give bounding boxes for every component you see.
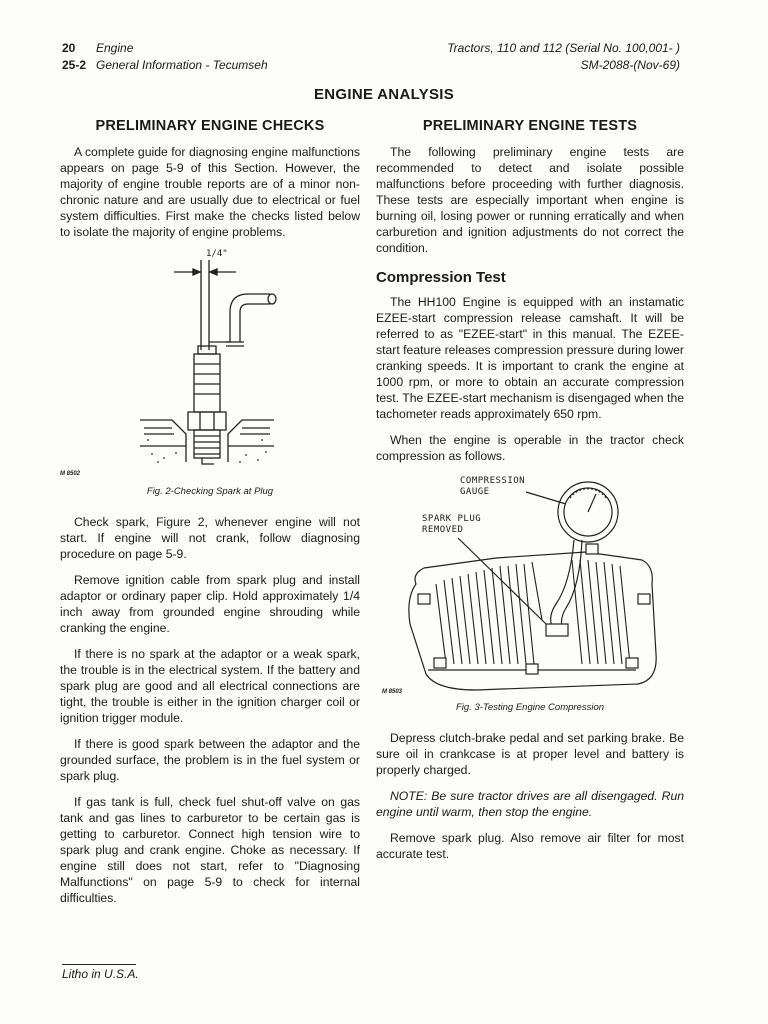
section-name: Engine (96, 41, 134, 55)
subsection-name: General Information - Tecumseh (96, 58, 268, 72)
spark-plug-figure (60, 249, 360, 477)
right-intro: The following preliminary engine tests are recommended to detect and isolate possible malfunctions before proceeding with further diagnosis. These tests are especially important when engine is burning oil, losing power or running erratically and when carburetion and ignition adjustments do not correct the condition. (376, 145, 684, 255)
left-paragraph-4: If there is good spark between the adaptor and the grounded surface, the problem is in the fuel system or spark plug. (60, 737, 360, 783)
figure-code: M 8503 (382, 689, 403, 695)
compression-test-heading: Compression Test (376, 269, 506, 286)
gauge-label: COMPRESSION GAUGE (460, 476, 526, 497)
left-paragraph-2: Remove ignition cable from spark plug and install adaptor or ordinary paper clip. Hold approximately 1/4 inch away from grounded engine shrouding while cranking the engine. (60, 573, 360, 635)
footer-rule (62, 964, 136, 965)
right-column (376, 118, 684, 872)
left-intro: A complete guide for diagnosing engine malfunctions appears on page 5-9 of this Section. However, the majority of engine trouble reports are of a minor non-chronic nature and are usually due to electrical or fuel system difficulties. First make the checks listed below to isolate the majority of engine problems. (60, 145, 360, 239)
left-heading: PRELIMINARY ENGINE CHECKS (95, 118, 325, 134)
left-paragraph-1: Check spark, Figure 2, whenever engine will not start. If engine will not crank, follow diagnosing procedure on page 5-9. (60, 515, 360, 561)
page-number: 20 (62, 41, 76, 55)
right-paragraph-4: Remove spark plug. Also remove air filter for most accurate test. (376, 831, 684, 861)
right-paragraph-1: The HH100 Engine is equipped with an instamatic EZEE-start compression release camshaft. It will be referred to as "EZEE-start" in this manual. The EZEE-start feature releases compression pressure during lower cranking speeds. It is important to crank the engine at 1000 rpm, or more to obtain an accurate compression test. The EZEE-start mechanism is disengaged when the tachometer reads approximately 650 rpm. (376, 295, 684, 421)
left-paragraph-5: If gas tank is full, check fuel shut-off valve on gas tank and gas lines to carburetor to be certain gas is getting to carburetor. Connect high tension wire to spark plug and crank engine. Choke as necessary. If engine still does not start, refer to "Diagnosing Malfunctions" on page 5-9 to check for internal difficulties. (60, 795, 360, 905)
left-paragraph-3: If there is no spark at the adaptor or a weak spark, the trouble is in the electrical system. If the battery and spark plug are good and all electrical connections are tight, the trouble is either in the ignition charger coil or ignition trigger module. (60, 647, 360, 725)
page-header-left (62, 40, 268, 74)
gap-dimension-label: 1/4" (206, 249, 228, 259)
spark-plug-illustration (60, 250, 360, 468)
manual-code: SM-2088-(Nov-69) (580, 58, 680, 72)
compression-figure (376, 474, 684, 700)
note: NOTE: Be sure tractor drives are all disengaged. Run engine until warm, then stop the engine. (376, 789, 684, 819)
spark-plug-label: SPARK PLUG REMOVED (422, 514, 482, 535)
figure-code: M 8502 (60, 471, 81, 477)
page-header-right (447, 40, 680, 74)
footer: Litho in U.S.A. (62, 967, 139, 981)
figure-caption: Fig. 3-Testing Engine Compression (455, 702, 605, 713)
right-heading: PRELIMINARY ENGINE TESTS (422, 118, 638, 134)
manual-title: Tractors, 110 and 112 (Serial No. 100,001- ) (447, 41, 680, 55)
right-paragraph-3: Depress clutch-brake pedal and set parking brake. Be sure oil in crankcase is at proper level and battery is properly charged. (376, 731, 684, 777)
page-title: ENGINE ANALYSIS (313, 86, 455, 103)
left-column (60, 118, 360, 916)
right-paragraph-2: When the engine is operable in the tractor check compression as follows. (376, 433, 684, 463)
section-number: 25-2 (62, 58, 87, 72)
compression-gauge-illustration (376, 474, 684, 700)
figure-caption: Fig. 2-Checking Spark at Plug (146, 486, 274, 497)
